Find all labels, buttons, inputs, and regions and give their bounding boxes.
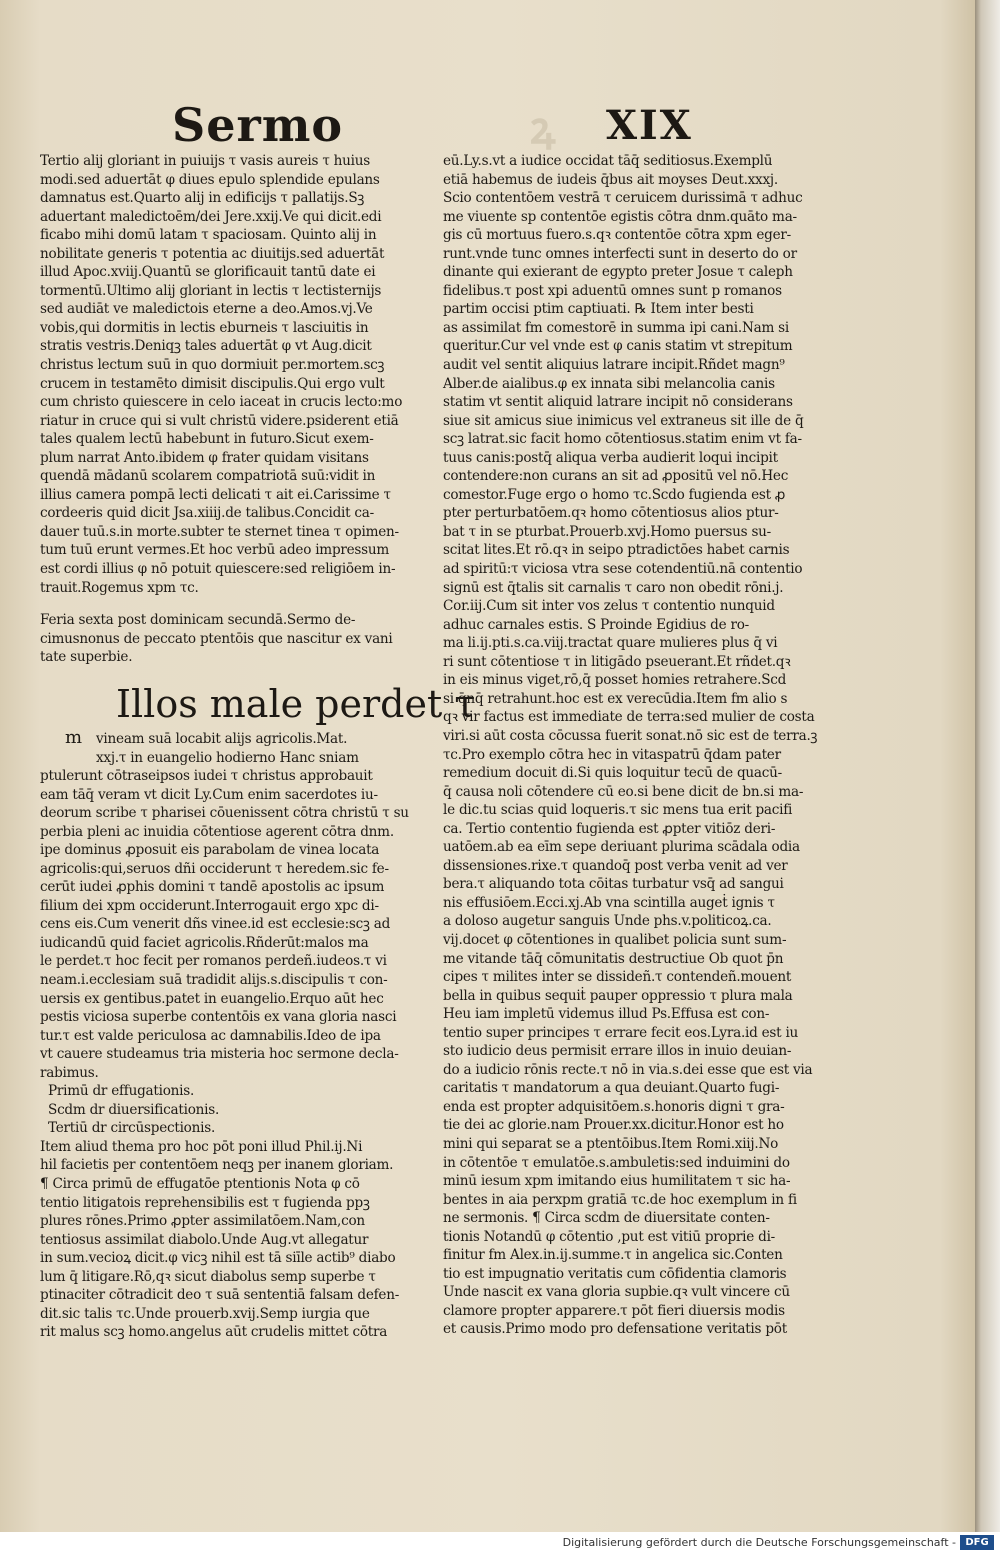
text-line: do a iudicio rōnis recte.τ nō in via.s.dei esse que est via xyxy=(443,1061,813,1078)
text-line: aduertant maledictoēm/dei Jere.xxij.Ve qui dicit.edi xyxy=(40,208,382,225)
show-through-text: ꝝ xyxy=(530,103,556,154)
text-line: nobilitate generis τ potentia ac diuitijs.sed aduertāt xyxy=(40,245,385,262)
text-line: scitat lites.Et rō.qꝛ in seipo ptradictōes habet carnis xyxy=(443,542,790,559)
text-line: christus lectum suū in quo dormiuit per.mortem.scꝫ xyxy=(40,357,385,374)
text-line: tum tuū erunt vermes.Et hoc verbū adeo impressum xyxy=(40,542,390,559)
text-line: plum narrat Anto.ibidem φ frater quidam visitans xyxy=(40,449,369,466)
text-line: tales qualem lectū habebunt in futuro.Sicut exem- xyxy=(40,431,374,448)
text-line: remedium docuit di.Si quis loquitur tecū de quacū- xyxy=(443,765,782,782)
text-line: trauit.Rogemus xpm τc. xyxy=(40,579,199,596)
text-line: xxj.τ in euangelio hodierno Hanc sniam xyxy=(96,749,359,766)
text-line: ad spiritū:τ viciosa vtra sese cotendentiū.nā contentio xyxy=(443,561,803,578)
text-line: mini qui separat se a ptentōibus.Item Romi.xiij.No xyxy=(443,1135,779,1152)
text-line: ptulerunt cōtraseipsos iudei τ christus approbauit xyxy=(40,768,373,784)
text-line: Item aliud thema pro hoc pōt poni illud Phil.ij.Ni xyxy=(40,1138,363,1155)
text-line: dit.sic talis τc.Unde prouerb.xvij.Semp iurgia que xyxy=(40,1305,370,1322)
text-line: tuus canis:postq̄ aliqua verba audierit loqui incipit xyxy=(443,449,778,466)
text-line: tionis Notandū φ cōtentio ,put est vitiū proprie di- xyxy=(443,1228,776,1245)
text-line: in cōtentōe τ emulatōe.s.ambuletis:sed induimini do xyxy=(443,1154,790,1171)
folio-number: XIX xyxy=(606,102,693,149)
text-line: plures rōnes.Primo ꝓpter assimilatōem.Nam,con xyxy=(40,1213,365,1230)
text-line: Tertio alij gloriant in puiuijs τ vasis aureis τ huius xyxy=(40,153,370,169)
text-line: enda est propter adquisitōem.s.honoris digni τ gra- xyxy=(443,1098,785,1115)
text-line: lum q̄ litigare.Rō,qꝛ sicut diabolus semp superbe τ xyxy=(40,1268,376,1285)
sermon-title-line: Feria sexta post dominicam secundā.Sermo de- xyxy=(40,612,356,629)
text-line: ipe dominus ꝓposuit eis parabolam de vinea locata xyxy=(40,842,380,859)
text-line: illius camera pompā lecti delicati τ ait ei.Carissime τ xyxy=(40,486,391,503)
text-line: in sum.vecioꝝ dicit.φ vicꝫ nihil est tā siīle actib⁹ diabo xyxy=(40,1250,396,1267)
left-column-intro xyxy=(96,730,426,767)
text-line: me vitande tāq̄ cōmunitatis destructiue Ob quot p̄n xyxy=(443,950,784,967)
right-column xyxy=(443,152,843,1339)
text-line: tur.τ est valde periculosa ac damnabilis.Ideo de ipa xyxy=(40,1027,381,1044)
page-gutter-edge xyxy=(975,0,1000,1532)
text-line: vineam suā locabit alijs agricolis.Mat. xyxy=(96,731,348,747)
sermon-title xyxy=(40,611,430,667)
text-line: tio est impugnatio veritatis cum cōfidentia clamoris xyxy=(443,1265,787,1282)
text-line: tentio super principes τ errare fecit eos.Lyra.id est iu xyxy=(443,1024,799,1041)
left-column xyxy=(40,152,430,667)
footer-credit: Digitalisierung gefördert durch die Deutsche Forschungsgemeinschaft - xyxy=(562,1536,956,1549)
text-line: ri sunt cōtentiose τ in litigādo pseuerant.Et rñdet.qꝛ xyxy=(443,653,791,670)
text-line: iudicandū quid faciet agricolis.Rñderūt:malos ma xyxy=(40,934,369,951)
text-line: Alber.de aialibus.φ ex innata sibi melancolia canis xyxy=(443,375,775,392)
text-line: queritur.Cur vel vnde est φ canis statim vt strepitum xyxy=(443,338,793,355)
text-line: uersis ex gentibus.patet in euangelio.Erquo aūt hec xyxy=(40,990,384,1007)
text-line: signū est q̄talis sit carnalis τ caro non obedit rōni.j. xyxy=(443,579,784,596)
text-line: cerūt iudei ꝓphis domini τ tandē apostolis ac ipsum xyxy=(40,879,385,896)
text-line: statim vt sentit aliquid latrare incipit nō considerans xyxy=(443,394,793,411)
text-line: τc.Pro exemplo cōtra hec in vitaspatrū q̄dam pater xyxy=(443,746,781,763)
text-line: as assimilat fm comestorē in summa ipi cani.Nam si xyxy=(443,319,789,336)
text-line: me viuente sp contentōe egistis cōtra dnm.quāto ma- xyxy=(443,208,797,225)
text-line: bentes in aia perxpm gratiā τc.de hoc exemplum in fi xyxy=(443,1191,797,1208)
text-line: modi.sed aduertāt φ diues epulo splendide epulans xyxy=(40,171,380,188)
text-line: cordeeris quid dicit Jsa.xiiij.de talibus.Concidit ca- xyxy=(40,505,374,522)
sermon-incipit: Illos male perdet τ xyxy=(116,682,476,726)
left-column-body xyxy=(40,767,430,1342)
text-line: sed audiāt ve maledictois eterne a deo.Amos.vj.Ve xyxy=(40,301,373,318)
text-line: Unde nascit ex vana gloria supbie.qꝛ vult vincere cū xyxy=(443,1284,790,1301)
text-line: Heu iam impletū videmus illud Ps.Effusa est con- xyxy=(443,1006,770,1023)
text-line: comestor.Fuge ergo o homo τc.Scdo fugienda est ꝓ xyxy=(443,486,786,503)
text-line: cum christo quiescere in celo iaceat in crucis lecto:mo xyxy=(40,394,403,411)
text-line: perbia pleni ac inuidia cōtentiose agerent cōtra dnm. xyxy=(40,823,394,840)
right-column-text xyxy=(443,152,843,1339)
left-column-text-b1 xyxy=(96,730,426,767)
text-line: dissensiones.rixe.τ quandoq̄ post verba venit ad ver xyxy=(443,857,788,874)
text-line: nis effusiōem.Ecci.xj.Ab vna scintilla augeṫ ignis τ xyxy=(443,894,775,911)
text-line: Scio contentōem vestrā τ ceruicem durissimā τ adhuc xyxy=(443,190,803,207)
text-line: bat τ in se pturbat.Prouerb.xvj.Homo puersus su- xyxy=(443,523,772,540)
text-line: audit vel sentit aliquius latrare incipit.Rñdet magn⁹ xyxy=(443,357,785,374)
text-line: sto iudicio deus permisit errare illos in inuio deuian- xyxy=(443,1043,792,1060)
text-line: qꝛ vir factus est immediate de terra:sed mulier de costa xyxy=(443,709,815,726)
text-line: rabimus. xyxy=(40,1064,99,1081)
text-line: damnatus est.Quarto alij in edificijs τ pallatijs.Sꝫ xyxy=(40,190,365,207)
text-line: in eis minus viget,rō,q̄ posset homies retrahere.Scd xyxy=(443,672,787,689)
text-line: deorum scribe τ pharisei cōuenissent cōtra christū τ su xyxy=(40,805,409,822)
running-header: Sermo xyxy=(172,98,344,152)
text-line: gis cū mortuus fuero.s.qꝛ contentōe cōtra xpm eger- xyxy=(443,227,791,244)
text-line: le perdet.τ hoc fecit per romanos perdeñ.iudeos.τ vi xyxy=(40,953,387,970)
text-line: adhuc carnales estis. S Proinde Egidius de ro- xyxy=(443,616,750,633)
text-line: viri.si aūt costa cōcussa fuerit sonat.nō sic est de terra.ꝫ xyxy=(443,727,818,744)
text-line: contendere:non curans an sit ad ꝓpositū vel nō.Hec xyxy=(443,468,789,485)
initial-letter: m xyxy=(65,727,83,748)
text-line: tentio litigatois reprehensibilis est τ fugienda ppꝫ xyxy=(40,1194,370,1211)
text-line: quendā mādanū scolarem compatriotā suū:vidit in xyxy=(40,468,376,485)
text-line: rit malus scꝫ homo.angelus aūt crudelis mittet cōtra xyxy=(40,1324,388,1341)
text-line: et causis.Primo modo pro defensatione veritatis pōt xyxy=(443,1321,787,1338)
left-column-text-c xyxy=(40,1138,430,1342)
text-line: neam.i.ecclesiam suā tradidit alijs.s.discipulis τ con- xyxy=(40,972,388,989)
text-line: fidelibus.τ post xpi aduentū omnes sunt p romanos xyxy=(443,282,782,299)
text-line: minū iesum xpm imitando eius humilitatem τ sic ha- xyxy=(443,1173,791,1190)
text-line: pestis viciosa superbe contentōis ex vana gloria nasci xyxy=(40,1009,397,1026)
text-line: vt cauere studeamus tria misteria hoc sermone decla- xyxy=(40,1046,399,1063)
text-line: finitur fm Alex.in.ij.summe.τ in angelica sic.Conten xyxy=(443,1247,783,1264)
text-line: filium dei xpm occiderunt.Interrogauit ergo xpc di- xyxy=(40,897,379,914)
text-line: pter perturbatōem.qꝛ homo cōtentiosus alios ptur- xyxy=(443,505,779,522)
text-line: illud Apoc.xviij.Quantū se glorificauit tantū date ei xyxy=(40,264,376,281)
text-line: ma li.ij.pti.s.ca.viij.tractat quare mulieres plus q̄ vi xyxy=(443,635,778,652)
text-line: etiā habemus de iudeis q̄bus ait moyses Deut.xxxj. xyxy=(443,171,778,188)
left-column-text-b2 xyxy=(40,767,430,1082)
text-line: partim occisi ptim captiuati. ℞ Item inter besti xyxy=(443,301,754,318)
footer-bar xyxy=(0,1532,1000,1554)
text-line: ne sermonis. ¶ Circa scdm de diuersitate conten- xyxy=(443,1210,770,1227)
text-line: ficabo mihi domū latam τ spaciosam. Quinto alij in xyxy=(40,227,377,244)
text-line: bera.τ aliquando tota cōitas turbatur vsq̄ ad sangui xyxy=(443,876,784,893)
text-line: tentiosus assimilat diabolo.Unde Aug.vt allegatur xyxy=(40,1231,369,1248)
text-line: eū.Ly.s.vt a iudice occidat tāq̄ seditiosus.Exemplū xyxy=(443,153,773,169)
text-line: uatōem.ab ea eīm sepe deriuant plurima scādala odia xyxy=(443,839,800,856)
division-line: Tertiū dr circūspectionis. xyxy=(48,1120,216,1137)
text-line: scꝫ latrat.sic facit homo cōtentiosus.statim enim vt fa- xyxy=(443,431,802,448)
text-line: q̄ causa noli cōtendere cū eo.si bene dicit de bn.si ma- xyxy=(443,783,804,800)
text-line: clamore propter apparere.τ pōt fieri diuersis modis xyxy=(443,1302,785,1319)
text-line: le dic.tu scias quid loqueris.τ sic mens tua erit pacifi xyxy=(443,802,793,819)
left-column-text-a xyxy=(40,152,430,597)
text-line: ¶ Circa primū de effugatōe ptentionis Nota φ cō xyxy=(40,1176,360,1193)
text-line: siue sit amicus siue inimicus vel extraneus sit ille de q̄ xyxy=(443,412,804,429)
text-line: ca. Tertio contentio fugienda est ꝓpter vitiōz deri- xyxy=(443,820,776,837)
text-line: runt.vnde tunc omnes interfecti sunt in deserto do or xyxy=(443,245,797,262)
text-line: vij.docet φ cōtentiones in qualibet policia sunt sum- xyxy=(443,931,787,948)
text-line: tormentū.Ultimo alij gloriant in lectis τ lectisternijs xyxy=(40,282,382,299)
text-line: dauer tuū.s.in morte.subter te sternet tinea τ opimen- xyxy=(40,523,399,540)
sermon-title-line: cimusnonus de peccato ptentōis que nascitur ex vani xyxy=(40,630,393,647)
text-line: ptinaciter cōtradicit deo τ suā sententiā falsam defen- xyxy=(40,1287,400,1304)
text-line: agricolis:qui,seruos dñi occiderunt τ heredem.sic fe- xyxy=(40,860,389,877)
text-line: tie dei ac glorie.nam Prouer.xx.dicitur.Honor est ho xyxy=(443,1117,784,1134)
text-line: dinante qui exierant de egypto preter Josue τ caleph xyxy=(443,264,793,281)
sermon-divisions xyxy=(40,1082,430,1138)
text-line: cipes τ milites inter se dissideñ.τ contendeñ.mouent xyxy=(443,969,792,986)
text-line: stratis vestris.Deniqꝫ tales aduertāt φ vt Aug.dicit xyxy=(40,338,372,355)
text-line: caritatis τ mandatorum a qua deuiant.Quarto fugi- xyxy=(443,1080,780,1097)
text-line: crucem in testamēto dimisit discipulis.Qui ergo vult xyxy=(40,375,385,392)
sermon-title-line: tate superbie. xyxy=(40,649,133,666)
text-line: riatur in cruce qui si vult christū videre.psiderent etiā xyxy=(40,412,399,429)
text-line: est cordi illius φ nō potuit quiescere:sed religiōem in- xyxy=(40,561,396,578)
text-line: a doloso augetur sanguis Unde phs.v.politicoꝝ.ca. xyxy=(443,913,772,930)
division-line: Primū dr effugationis. xyxy=(48,1083,195,1100)
dfg-logo: DFG xyxy=(960,1535,994,1550)
text-line: Cor.iij.Cum sit inter vos zelus τ contentio nunquid xyxy=(443,598,775,615)
text-line: cens eis.Cum venerit dñs vinee.id est ecclesie:scꝫ ad xyxy=(40,916,391,933)
division-line: Scdm dr diuersificationis. xyxy=(48,1101,220,1118)
text-line: hil facietis per contentōem neqꝫ per inanem gloriam. xyxy=(40,1157,394,1174)
text-line: vobis,qui dormitis in lectis eburneis τ lasciuitis in xyxy=(40,319,369,336)
text-line: bella in quibus sequiṫ pauper oppressio τ plura mala xyxy=(443,987,793,1004)
text-line: eam tāq̄ veram vt dicit Ly.Cum enim sacerdotes iu- xyxy=(40,786,378,803)
text-line: si q̄nq̄ retrahunt.hoc est ex verecūdia.Item fm alio s xyxy=(443,690,788,707)
